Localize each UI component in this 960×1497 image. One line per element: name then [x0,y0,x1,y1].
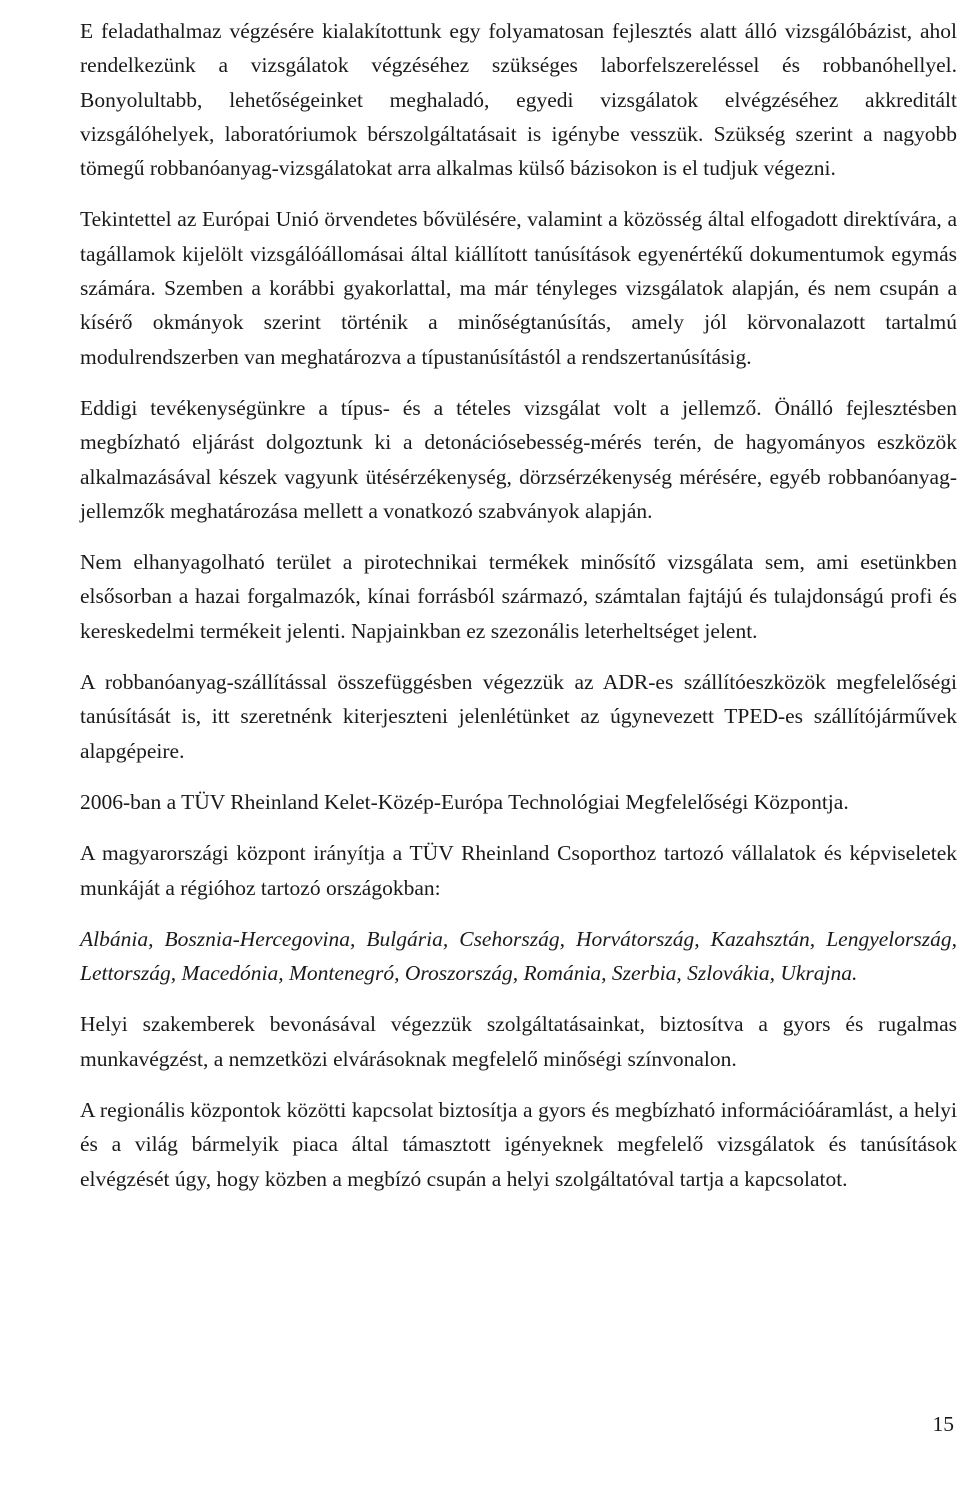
paragraph-eu-directive: Tekintettel az Európai Unió örvendetes bővülésére, valamint a közösség által elfogadott direktívára, a tagállamok kijelölt vizsgálóállomásai által kiállított tanúsítások egyenértékű dokumentumok egymás számára. Szemben a korábbi gyakorlattal, ma már tényleges vizsgálatok alapján, és nem csupán a kísérő okmányok szerint történik a minőségtanúsítás, amely jól körvonalazott tartalmú modulrendszerben van meghatározva a típustanúsítástól a rendszertanúsításig. [80,207,957,369]
paragraph-tuv-2006: 2006-ban a TÜV Rheinland Kelet-Közép-Európa Technológiai Megfelelőségi Központja. [80,789,849,814]
paragraph-test-base: E feladathalmaz végzésére kialakítottunk egy folyamatosan fejlesztés alatt álló vizsgálóbázist, ahol rendelkezünk a vizsgálatok végzéséhez szükséges laborfelszereléssel és robbanóhellyel. Bonyolultabb, lehetőségeinket meghaladó, egyedi vizsgálatok elvégzéséhez akkreditált vizsgálóhelyek, laboratóriumok bérszolgáltatásait is igénybe vesszük. Szükség szerint a nagyobb tömegű robbanóanyag-vizsgálatokat arra alkalmas külső bázisokon is el tudjuk végezni. [80,19,957,181]
paragraph-adr-transport: A robbanóanyag-szállítással összefüggésben végezzük az ADR-es szállítóeszközök megfelelőségi tanúsítását is, itt szeretnénk kiterjeszteni jelenlétünket az úgynevezett TPED-es szállítójárművek alapgépeire. [80,670,957,763]
paragraph-activities: Eddigi tevékenységünkre a típus- és a tételes vizsgálat volt a jellemző. Önálló fejlesztésben megbízható eljárást dolgoztunk ki a detonációsebesség-mérés terén, de hagyományos eszközök alkalmazásával készek vagyunk ütésérzékenység, dörzsérzékenység mérésére, egyéb robbanóanyag-jellemzők meghatározása mellett a vonatkozó szabványok alapján. [80,395,957,523]
paragraph-pyrotechnics: Nem elhanyagolható terület a pirotechnikai termékek minősítő vizsgálata sem, ami esetünkben elsősorban a hazai forgalmazók, kínai forrásból származó, számtalan fajtájú és tulajdonságú profi és kereskedelmi termékeit jelenti. Napjainkban ez szezonális leterheltséget jelent. [80,550,957,643]
paragraph-hungarian-center: A magyarországi központ irányítja a TÜV Rheinland Csoporthoz tartozó vállalatok és képviseletek munkáját a régióhoz tartozó országokban: [80,841,957,900]
body-text [80,14,957,1213]
paragraph-local-experts: Helyi szakemberek bevonásával végezzük szolgáltatásainkat, biztosítva a gyors és rugalmas munkavégzést, a nemzetközi elvárásoknak megfelelő minőségi színvonalon. [80,1012,957,1071]
paragraph-regional-centers: A regionális központok közötti kapcsolat biztosítja a gyors és megbízható információáramlást, a helyi és a világ bármelyik piaca által támasztott igényeknek megfelelő vizsgálatok és tanúsítások elvégzését úgy, hogy közben a megbízó csupán a helyi szolgáltatóval tartja a kapcsolatot. [80,1098,957,1191]
paragraph-country-list: Albánia, Bosznia-Hercegovina, Bulgária, Csehország, Horvátország, Kazahsztán, Lengyelország, Lettország, Macedónia, Montenegró, Oroszország, Románia, Szerbia, Szlovákia, Ukrajna. [80,926,957,986]
page-number: 15 [932,1412,954,1436]
